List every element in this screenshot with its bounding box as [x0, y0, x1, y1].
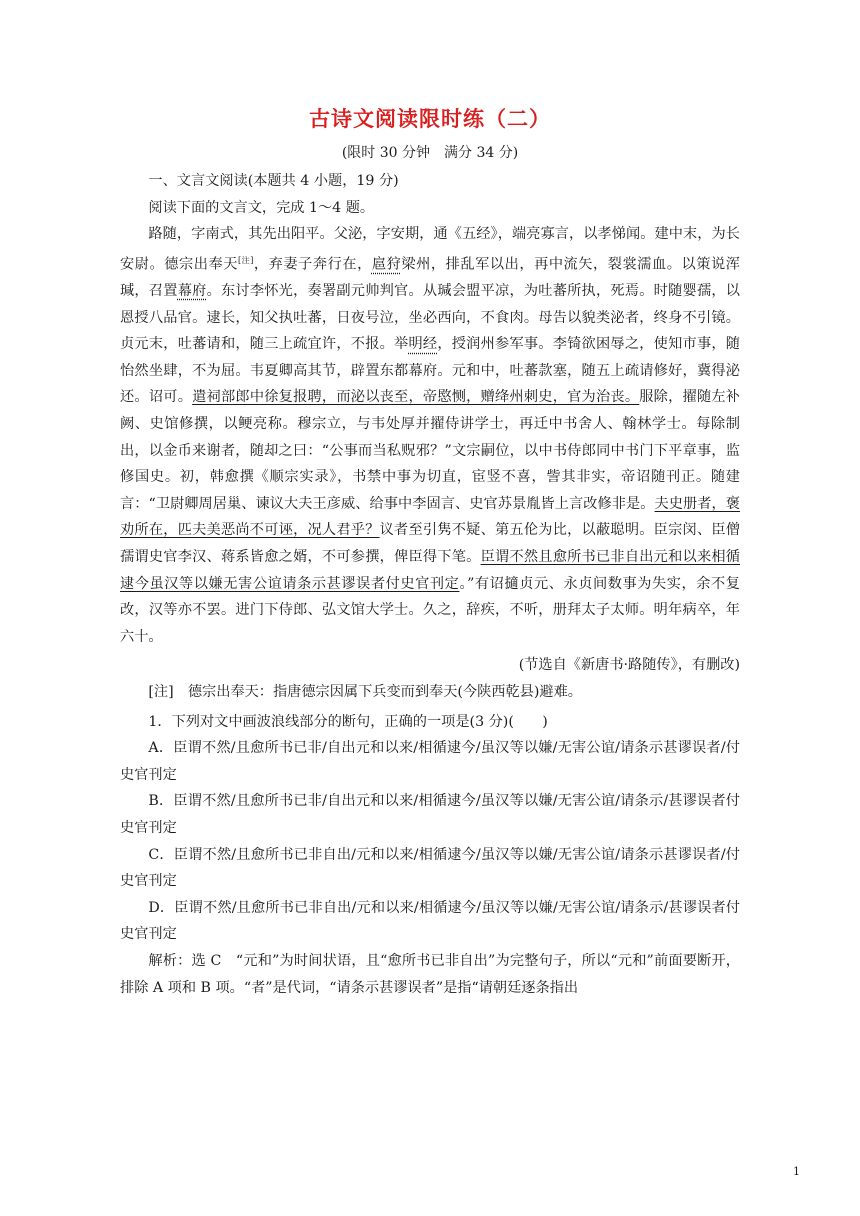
passage-text: 。东讨李怀光，奏署副元帅判官。从瑊会盟平凉，为吐蕃所执，死焉。时随婴孺，以恩授八品官。逮长，知父执吐蕃，日夜号泣，坐必西向，不食肉。母告以貌类泌者，终身不引镜。贞元末，吐蕃请和，随三上疏宜许，不报。举	[120, 283, 740, 353]
document-page	[120, 0, 740, 1001]
passage-text: ，授润州参军事。李锜欲困辱之，使知市事，随怡然坐肆，不为屈。韦夏卿高其节，辟置东都幕府。元和中，吐蕃款塞，随五上疏请修好，冀得泌还。诏可。	[120, 336, 740, 406]
page-title: 古诗文阅读限时练（二）	[309, 106, 551, 131]
section-heading: 一、文言文阅读(本题共 4 小题，19 分)	[148, 173, 399, 189]
option-b: B．臣谓不然/且愈所书已非/自出元和以来/相循逮今/虽汉等以嫌/无害公谊/请条示/甚谬误者付史官刊定	[120, 793, 740, 836]
dotted-term: 幕府	[177, 283, 207, 300]
instruction-text: 阅读下面的文言文，完成 1～4 题。	[148, 199, 375, 216]
wavy-underlined-sentence: 臣谓不然且愈所书已非自出元和以来相循逮今虽汉等以嫌无害公谊请条示甚谬误者付史官刊定	[120, 549, 740, 592]
page-number: 1	[793, 1165, 800, 1178]
option-d: D．臣谓不然/且愈所书已非自出/元和以来/相循逮今/虽汉等以嫌/无害公谊/请条示/甚谬误者付史官刊定	[120, 899, 740, 943]
analysis-text: 解析：选 C “元和”为时间状语，且“愈所书已非自出”为完整句子，所以“元和”前面要断开，排除 A 项和 B 项。“者”是代词，“请条示甚谬误者”是指“请朝廷逐条指出	[120, 952, 740, 996]
passage-text: 议者至引隽不疑、第五伦为比，以蔽聪明。臣宗闵、臣僧孺谓史官李汉、蒋系皆愈之婿，不可参撰，俾臣得下笔。	[120, 522, 740, 566]
footnote: [注] 德宗出奉天：指唐德宗因属下兵变而到奉天(今陕西乾县)避难。	[148, 684, 582, 701]
underlined-sentence: 遣祠部郎中徐复报聘，而泌以丧至，帝愍恻，赠绛州刺史，官为治丧。	[192, 389, 640, 406]
passage-text: 服除，擢随左补阙、史馆修撰，以鲠亮称。穆宗立，与韦处厚并擢侍讲学士，再迁中书舍人、翰林学士。每除制出，以金币来谢者，随却之曰：“公事而当私贶邪？”文宗嗣位，以中书侍郎同中书门下平章事，监修国史。初，韩愈撰《顺宗实录》，书禁中事为切直，宦竖不喜，訾其非实，帝诏随刊正。随建言：“卫尉卿周居巢、谏议大夫王彦威、给事中李固言、史官苏景胤皆上言改修非是。	[120, 389, 740, 512]
passage-text: 路随，字南式，其先出阳平。父泌，字安期，通《五经》，端亮寡言，以孝悌闻。建中末，为长安尉。德宗出奉天	[120, 226, 740, 273]
dotted-term: 明经	[408, 336, 438, 353]
option-c: C．臣谓不然/且愈所书已非自出/元和以来/相循逮今/虽汉等以嫌/无害公谊/请条示甚谬误者/付史官刊定	[120, 846, 740, 890]
passage-text: 。”有诏擿贞元、永贞间数事为失实，余不复改，汉等亦不罢。进门下侍郎、弘文馆大学士。久之，辞疾，不听，册拜太子太师。明年病卒，年六十。	[120, 575, 740, 645]
classical-passage	[120, 221, 740, 650]
source-citation: (节选自《新唐书·路随传》，有删改)	[518, 657, 740, 674]
passage-text: 梁州，排乱军以出，再中流矢，裂裳濡血。以策说浑瑊，召置	[120, 256, 740, 300]
dotted-term: 扈狩	[371, 256, 402, 273]
question-1: 1．下列对文中画波浪线部分的断句，正确的一项是(3 分)( )	[148, 713, 548, 730]
passage-text: ，弃妻子奔行在，	[253, 256, 372, 273]
note-marker: [注]	[237, 255, 254, 265]
time-limit-subtitle: (限时 30 分钟 满分 34 分)	[341, 145, 519, 161]
underlined-sentence: 夫史册者，褒劝所在，匹夫美恶尚不可诬，况人君乎？	[120, 495, 740, 539]
option-a: A．臣谓不然/且愈所书已非/自出元和以来/相循逮今/虽汉等以嫌/无害公谊/请条示甚谬误者/付史官刊定	[120, 740, 740, 783]
